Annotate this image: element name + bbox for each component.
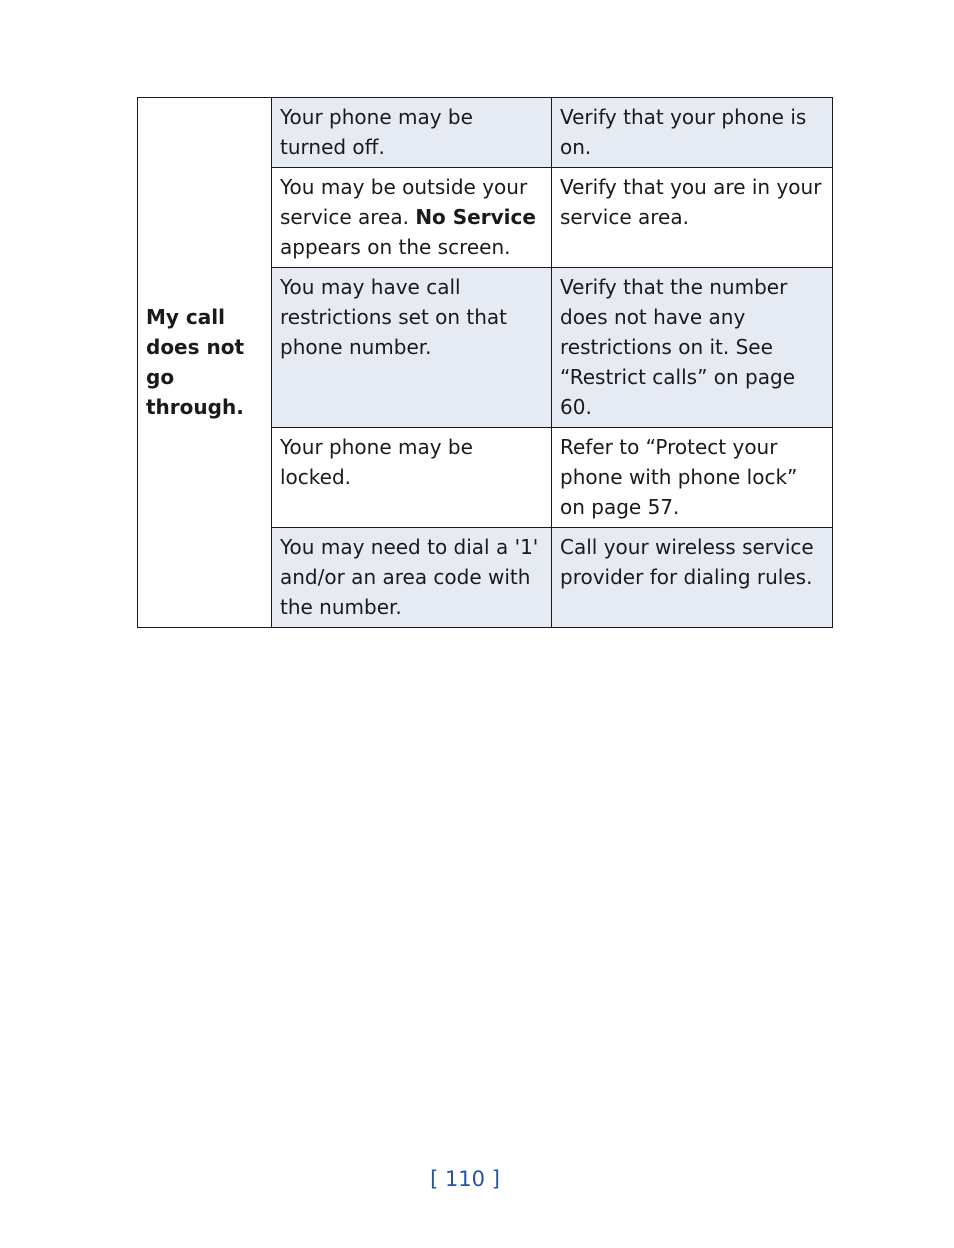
cause-text: You may need to dial a '1' and/or an area code with the number. <box>280 535 539 619</box>
cause-cell <box>272 268 552 428</box>
solution-cell <box>552 428 833 528</box>
problem-cell <box>138 98 272 628</box>
cause-cell <box>272 98 552 168</box>
cause-cell <box>272 168 552 268</box>
cause-text: Your phone may be locked. <box>280 435 473 489</box>
solution-text: Verify that you are in your service area. <box>560 175 822 229</box>
cause-text-after: appears on the screen. <box>280 235 511 259</box>
solution-text: Verify that your phone is on. <box>560 105 807 159</box>
cause-text: Your phone may be turned off. <box>280 105 473 159</box>
solution-cell <box>552 168 833 268</box>
table-row <box>138 98 833 168</box>
problem-text: My call does not go through. <box>146 305 245 419</box>
cause-text: You may have call restrictions set on that phone number. <box>280 275 508 359</box>
solution-cell <box>552 98 833 168</box>
cause-cell <box>272 428 552 528</box>
troubleshooting-table-container <box>137 97 832 628</box>
solution-text: Verify that the number does not have any restrictions on it. See “Restrict calls” on page 60. <box>560 275 796 419</box>
cause-text-before: You may be outside your service area. <box>280 175 528 229</box>
troubleshooting-table <box>137 97 833 628</box>
page-number: [ 110 ] <box>430 1167 500 1191</box>
cause-cell <box>272 528 552 628</box>
no-service-label: No Service <box>415 205 536 229</box>
solution-cell <box>552 528 833 628</box>
solution-text: Call your wireless service provider for dialing rules. <box>560 535 814 589</box>
solution-text: Refer to “Protect your phone with phone lock” on page 57. <box>560 435 798 519</box>
solution-cell <box>552 268 833 428</box>
